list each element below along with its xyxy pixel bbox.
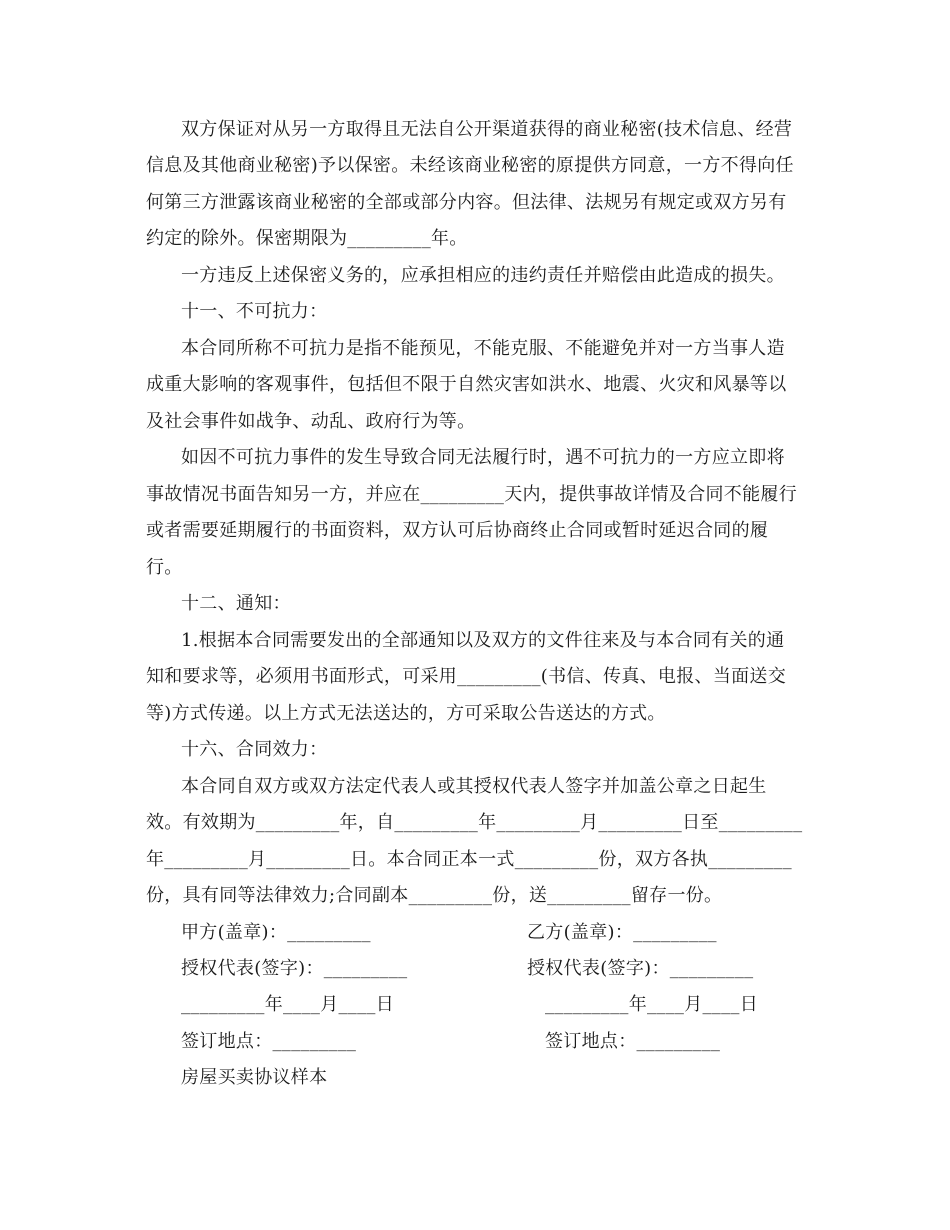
- next-document-title: 房屋买卖协议样本: [181, 1067, 328, 1088]
- force-majeure-notice-line-2: 事故情况书面告知另一方，并应在_________天内，提供事故详情及合同不能履行: [146, 484, 797, 505]
- force-majeure-notice-line-4: 行。: [146, 557, 183, 578]
- notice-heading: 十二、通知：: [181, 593, 291, 614]
- notice-line-1: 1.根据本合同需要发出的全部通知以及双方的文件往来及与本合同有关的通: [181, 630, 785, 651]
- party-b-seal: 乙方(盖章)：_________: [527, 922, 717, 943]
- breach-line: 一方违反上述保密义务的，应承担相应的违约责任并赔偿由此造成的损失。: [181, 265, 785, 286]
- effectiveness-heading: 十六、合同效力：: [181, 739, 328, 760]
- force-majeure-heading: 十一、不可抗力：: [181, 301, 328, 322]
- effectiveness-line-1: 本合同自双方或双方法定代表人或其授权代表人签字并加盖公章之日起生: [181, 776, 767, 797]
- party-b-date: _________年____月____日: [545, 994, 758, 1015]
- party-a-date: _________年____月____日: [181, 994, 394, 1015]
- notice-line-3: 等)方式传递。以上方式无法送达的，方可采取公告送达的方式。: [146, 703, 666, 724]
- force-majeure-definition-line-3: 及社会事件如战争、动乱、政府行为等。: [146, 411, 476, 432]
- force-majeure-notice-line-3: 或者需要延期履行的书面资料，双方认可后协商终止合同或暂时延迟合同的履: [146, 520, 769, 541]
- force-majeure-definition-line-1: 本合同所称不可抗力是指不能预见，不能克服、不能避免并对一方当事人造: [181, 338, 785, 359]
- party-b-signing-place: 签订地点：_________: [545, 1031, 721, 1052]
- force-majeure-definition-line-2: 成重大影响的客观事件，包括但不限于自然灾害如洪水、地震、火灾和风暴等以: [146, 374, 787, 395]
- confidentiality-line-2: 信息及其他商业秘密)予以保密。未经该商业秘密的原提供方同意，一方不得向任: [146, 155, 794, 176]
- notice-line-2: 知和要求等，必须用书面形式，可采用_________(书信、传真、电报、当面送交: [146, 666, 787, 687]
- effectiveness-line-3: 年_________月_________日。本合同正本一式_________份，双方各执_________: [146, 849, 792, 870]
- party-a-seal: 甲方(盖章)：_________: [181, 922, 371, 943]
- confidentiality-line-1: 双方保证对从另一方取得且无法自公开渠道获得的商业秘密(技术信息、经营: [181, 119, 793, 140]
- effectiveness-line-4: 份，具有同等法律效力;合同副本_________份，送_________留存一份。: [146, 885, 723, 906]
- confidentiality-line-3: 何第三方泄露该商业秘密的全部或部分内容。但法律、法规另有规定或双方另有: [146, 192, 787, 213]
- party-b-representative: 授权代表(签字)：_________: [527, 958, 754, 979]
- party-a-representative: 授权代表(签字)：_________: [181, 958, 408, 979]
- party-a-signing-place: 签订地点：_________: [181, 1031, 357, 1052]
- confidentiality-line-4: 约定的除外。保密期限为_________年。: [146, 228, 468, 249]
- force-majeure-notice-line-1: 如因不可抗力事件的发生导致合同无法履行时，遇不可抗力的一方应立即将: [181, 447, 785, 468]
- effectiveness-line-2: 效。有效期为_________年，自_________年_________月_________日至_________: [146, 812, 803, 833]
